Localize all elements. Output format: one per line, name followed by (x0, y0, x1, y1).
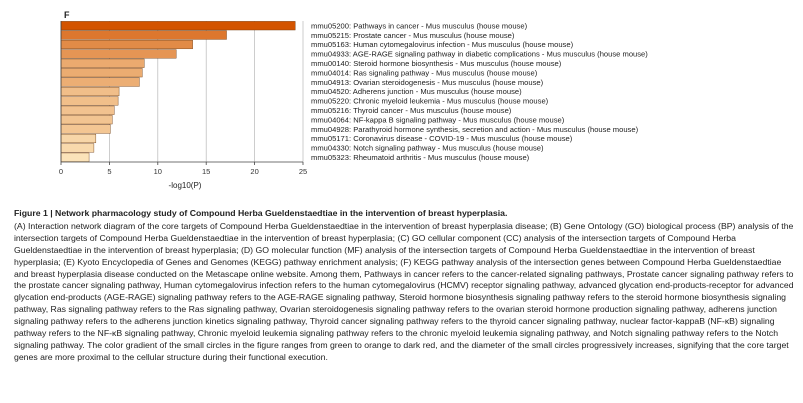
bar (61, 40, 193, 49)
tick-layer (59, 162, 307, 176)
figure-caption (14, 208, 794, 364)
row-label: mmu04014: Ras signaling pathway - Mus musculus (house mouse) (311, 68, 538, 78)
row-label: mmu04330: Notch signaling pathway - Mus musculus (house mouse) (311, 143, 544, 153)
bar (61, 153, 89, 162)
row-label: mmu04520: Adherens junction - Mus musculus (house mouse) (311, 87, 522, 97)
bar (61, 115, 112, 124)
row-label: mmu04064: NF-kappa B signaling pathway - Mus musculus (house mouse) (311, 115, 565, 125)
x-tick-label: 25 (298, 167, 308, 176)
caption-body: (A) Interaction network diagram of the core targets of Compound Herba Gueldenstaedtiae in the intervention of breast hyperplasia disease; (B) Gene Ontology (GO) biological process (BP) analysis of the intersection targets of Compound Herba Gueldenstaedtiae in the intervention of breast hyperplasia; (C) GO cellular component (CC) analysis of the intersection targets of Compound Herba Gueldenstaedtiae in the intervention of breast hyperplasia; (D) GO molecular function (MF) analysis of the intersection targets of Compound Herba Gueldenstaedtiae in the intervention of breast hyperplasia; (E) Kyoto Encyclopedia of Genes and Genomes (KEGG) pathway enrichment analysis; (F) KEGG pathway analysis of the intersection genes between Compound Herba Gueldenstaedtiae and breast hyperplasia disease conducted on the Metascape online website. Among them, Pathways in cancer refers to the cancer-related signaling pathways, Prostate cancer signaling pathway refers to the prostate cancer signaling pathway, Human cytomegalovirus infection refers to the human cytomegalovirus (HCMV) receptor signaling pathway, advanced glycation end-products-receptor for advanced glycation end-products (AGE-RAGE) signaling pathway refers to the AGE-RAGE signaling pathway, Steroid hormone biosynthesis signaling pathway refers to the steroid hormone biosynthesis signaling pathway, Ras signaling pathway refers to the Ras signaling pathway, Ovarian steroidogenesis signaling pathway refers to the ovarian steroid hormone production signaling pathway, adherens junction signaling pathway refers to the adherens junction kinetics signaling pathway, Thyroid cancer signaling pathway refers to the thyroid cancer signaling pathway, nuclear factor-kappaB (NF-κB) signaling pathway refers to the NF-κB signaling pathway, Chronic myeloid leukemia signaling pathway refers to the chronic myeloid leukemia signaling pathway, and Notch signaling pathway refers to the Notch signaling pathway. The color gradient of the small circles in the figure ranges from green to orange to dark red, and the diameter of the small circles progressively increases, signifying that the core target genes are more proximal to the cellular structure during their functional execution. (14, 220, 794, 362)
row-label: mmu05323: Rheumatoid arthritis - Mus musculus (house mouse) (311, 153, 530, 162)
bar (61, 97, 118, 106)
bar (61, 31, 227, 40)
bar (61, 68, 142, 77)
bar (61, 106, 114, 115)
row-label: mmu05220: Chronic myeloid leukemia - Mus musculus (house mouse) (311, 96, 549, 106)
panel-label: F (64, 10, 70, 20)
bar (61, 50, 176, 59)
x-tick-label: 0 (58, 167, 64, 176)
bar (61, 125, 110, 134)
row-label: mmu05215: Prostate cancer - Mus musculus (house mouse) (311, 30, 515, 40)
row-label: mmu05216: Thyroid cancer - Mus musculus (house mouse) (311, 106, 512, 115)
x-tick-label: 10 (153, 167, 162, 176)
caption-title: Figure 1 | Network pharmacology study of Compound Herba Gueldenstaedtiae in the intervention of breast hyperplasia. (14, 208, 508, 218)
bar (61, 59, 144, 68)
row-label: mmu05171: Coronavirus disease - COVID-19 - Mus musculus (house mouse) (311, 134, 573, 144)
row-label-layer (311, 21, 648, 162)
bar (61, 134, 96, 143)
bar (61, 87, 119, 96)
bar (61, 21, 295, 30)
row-label: mmu04933: AGE-RAGE signaling pathway in diabetic complications - Mus musculus (house mouse) (311, 49, 648, 59)
x-tick-label: 15 (202, 167, 211, 176)
x-tick-label: 20 (250, 167, 259, 176)
bar (61, 78, 139, 87)
row-label: mmu05163: Human cytomegalovirus infection - Mus musculus (house mouse) (311, 40, 574, 50)
bar (61, 144, 94, 153)
row-label: mmu00140: Steroid hormone biosynthesis - Mus musculus (house mouse) (311, 59, 562, 68)
row-label: mmu04913: Ovarian steroidogenesis - Mus musculus (house mouse) (311, 77, 544, 87)
row-label: mmu05200: Pathways in cancer - Mus musculus (house mouse) (311, 21, 528, 31)
bar-layer (61, 21, 295, 161)
x-tick-label: 5 (107, 167, 112, 176)
row-label: mmu04928: Parathyroid hormone synthesis, secretion and action - Mus musculus (house mouse) (311, 124, 639, 134)
x-axis-title: -log10(P) (168, 181, 202, 190)
